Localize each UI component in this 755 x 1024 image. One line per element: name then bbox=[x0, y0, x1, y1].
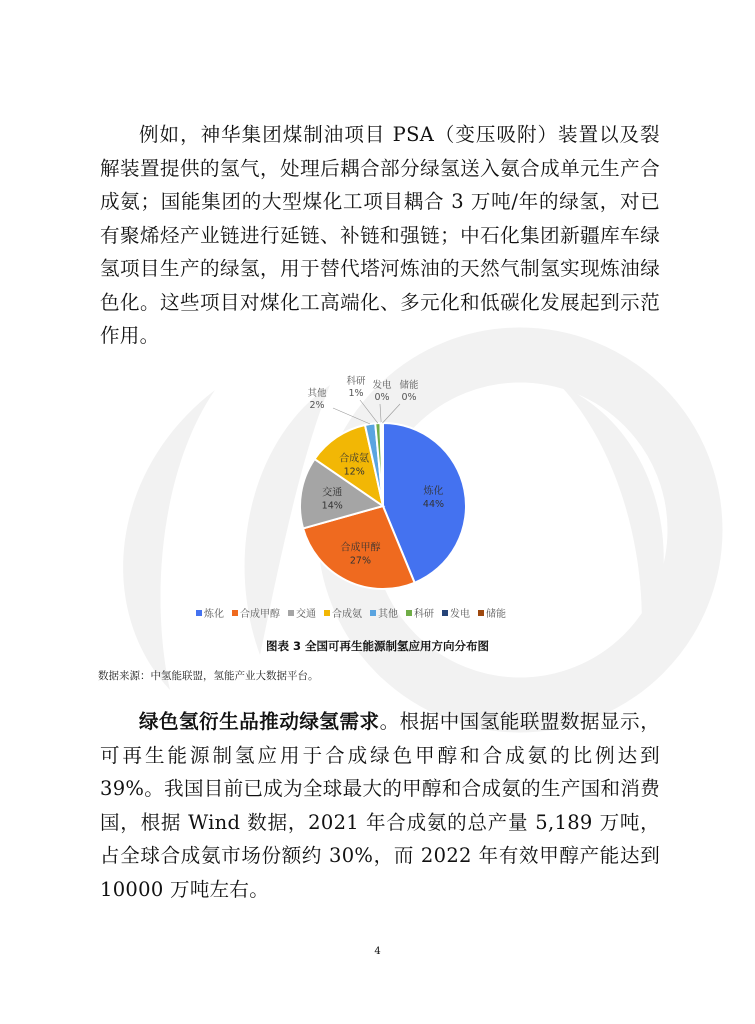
slice-name-label-4: 其他 bbox=[307, 388, 327, 399]
slice-value-label-7: 0% bbox=[401, 392, 417, 403]
slice-name-label-0: 炼化 bbox=[423, 486, 444, 498]
legend-swatch-7 bbox=[478, 610, 484, 616]
pie-chart bbox=[190, 372, 560, 622]
leader-line-5 bbox=[360, 400, 378, 423]
legend-swatch-3 bbox=[324, 610, 330, 616]
pie-slice-7 bbox=[382, 423, 383, 506]
leader-line-4 bbox=[333, 408, 370, 424]
slice-value-label-2: 14% bbox=[321, 500, 343, 512]
paragraph-lead: 绿色氢衍生品推动绿氢需求 bbox=[139, 710, 380, 733]
legend-item-0 bbox=[196, 605, 224, 620]
legend-item-4 bbox=[370, 605, 398, 620]
legend-label-3: 合成氨 bbox=[332, 609, 362, 620]
slice-value-label-4: 2% bbox=[309, 400, 325, 411]
slice-name-label-3: 合成氨 bbox=[339, 453, 370, 465]
slice-value-label-0: 44% bbox=[422, 499, 445, 511]
legend-item-7 bbox=[478, 605, 506, 620]
legend-label-2: 交通 bbox=[296, 609, 316, 620]
legend-label-5: 科研 bbox=[414, 609, 434, 620]
slice-value-label-3: 12% bbox=[343, 466, 365, 478]
page-number: 4 bbox=[374, 946, 381, 957]
slice-value-label-1: 27% bbox=[349, 555, 372, 567]
legend-item-6 bbox=[442, 605, 470, 620]
legend-item-3 bbox=[324, 605, 362, 620]
legend-item-2 bbox=[288, 605, 316, 620]
body-paragraph-1: 例如，神华集团煤制油项目 PSA（变压吸附）装置以及裂解装置提供的氢气，处理后耦合部分绿氢送入氨合成单元生产合成氨；国能集团的大型煤化工项目耦合 3 万吨/年的绿氢，对已有聚烯烃产业链进行延链、补链和强链；中石化集团新疆库车绿氢项目生产的绿氢，用于替代塔河炼油的天然气制氢实现炼油绿色化。这些项目对煤化工高端化、多元化和低碳化发展起到示范作用。 bbox=[100, 123, 660, 347]
body-paragraph-2 bbox=[100, 705, 660, 906]
slice-name-label-1: 合成甲醇 bbox=[340, 542, 381, 554]
leader-line-7 bbox=[382, 404, 400, 423]
legend-swatch-2 bbox=[288, 610, 294, 616]
leader-line-6 bbox=[380, 404, 381, 423]
slice-name-label-5: 科研 bbox=[346, 376, 366, 387]
paragraph-body: 。根据中国氢能联盟数据显示，可再生能源制氢应用于合成绿色甲醇和合成氨的比例达到 39%。我国目前已成为全球最大的甲醇和合成氨的生产国和消费国，根据 Wind 数据，2021 年合成氨的总产量 5,189 万吨，占全球合成氨市场份额约 30%，而 2022 年有效甲醇产能达到 10000 万吨左右。 bbox=[100, 710, 660, 901]
data-source-note: 数据来源：中氢能联盟，氢能产业大数据平台。 bbox=[98, 670, 319, 682]
figure-caption: 图表 3 全国可再生能源制氢应用方向分布图 bbox=[265, 639, 489, 653]
legend-label-4: 其他 bbox=[378, 609, 398, 620]
pie-chart-svg bbox=[190, 372, 560, 622]
legend-swatch-6 bbox=[442, 610, 448, 616]
slice-name-label-7: 储能 bbox=[399, 380, 419, 391]
legend-swatch-0 bbox=[196, 610, 202, 616]
legend-item-5 bbox=[406, 605, 434, 620]
slice-value-label-5: 1% bbox=[348, 388, 364, 399]
legend-label-6: 发电 bbox=[450, 609, 470, 620]
slice-value-label-6: 0% bbox=[374, 392, 390, 403]
slice-name-label-6: 发电 bbox=[372, 380, 392, 391]
slice-name-label-2: 交通 bbox=[322, 487, 343, 499]
legend-swatch-4 bbox=[370, 610, 376, 616]
legend-item-1 bbox=[232, 605, 280, 620]
legend-label-1: 合成甲醇 bbox=[240, 609, 280, 620]
legend-label-0: 炼化 bbox=[204, 609, 224, 620]
chart-legend bbox=[196, 605, 556, 620]
legend-label-7: 储能 bbox=[486, 609, 506, 620]
legend-swatch-1 bbox=[232, 610, 238, 616]
legend-swatch-5 bbox=[406, 610, 412, 616]
